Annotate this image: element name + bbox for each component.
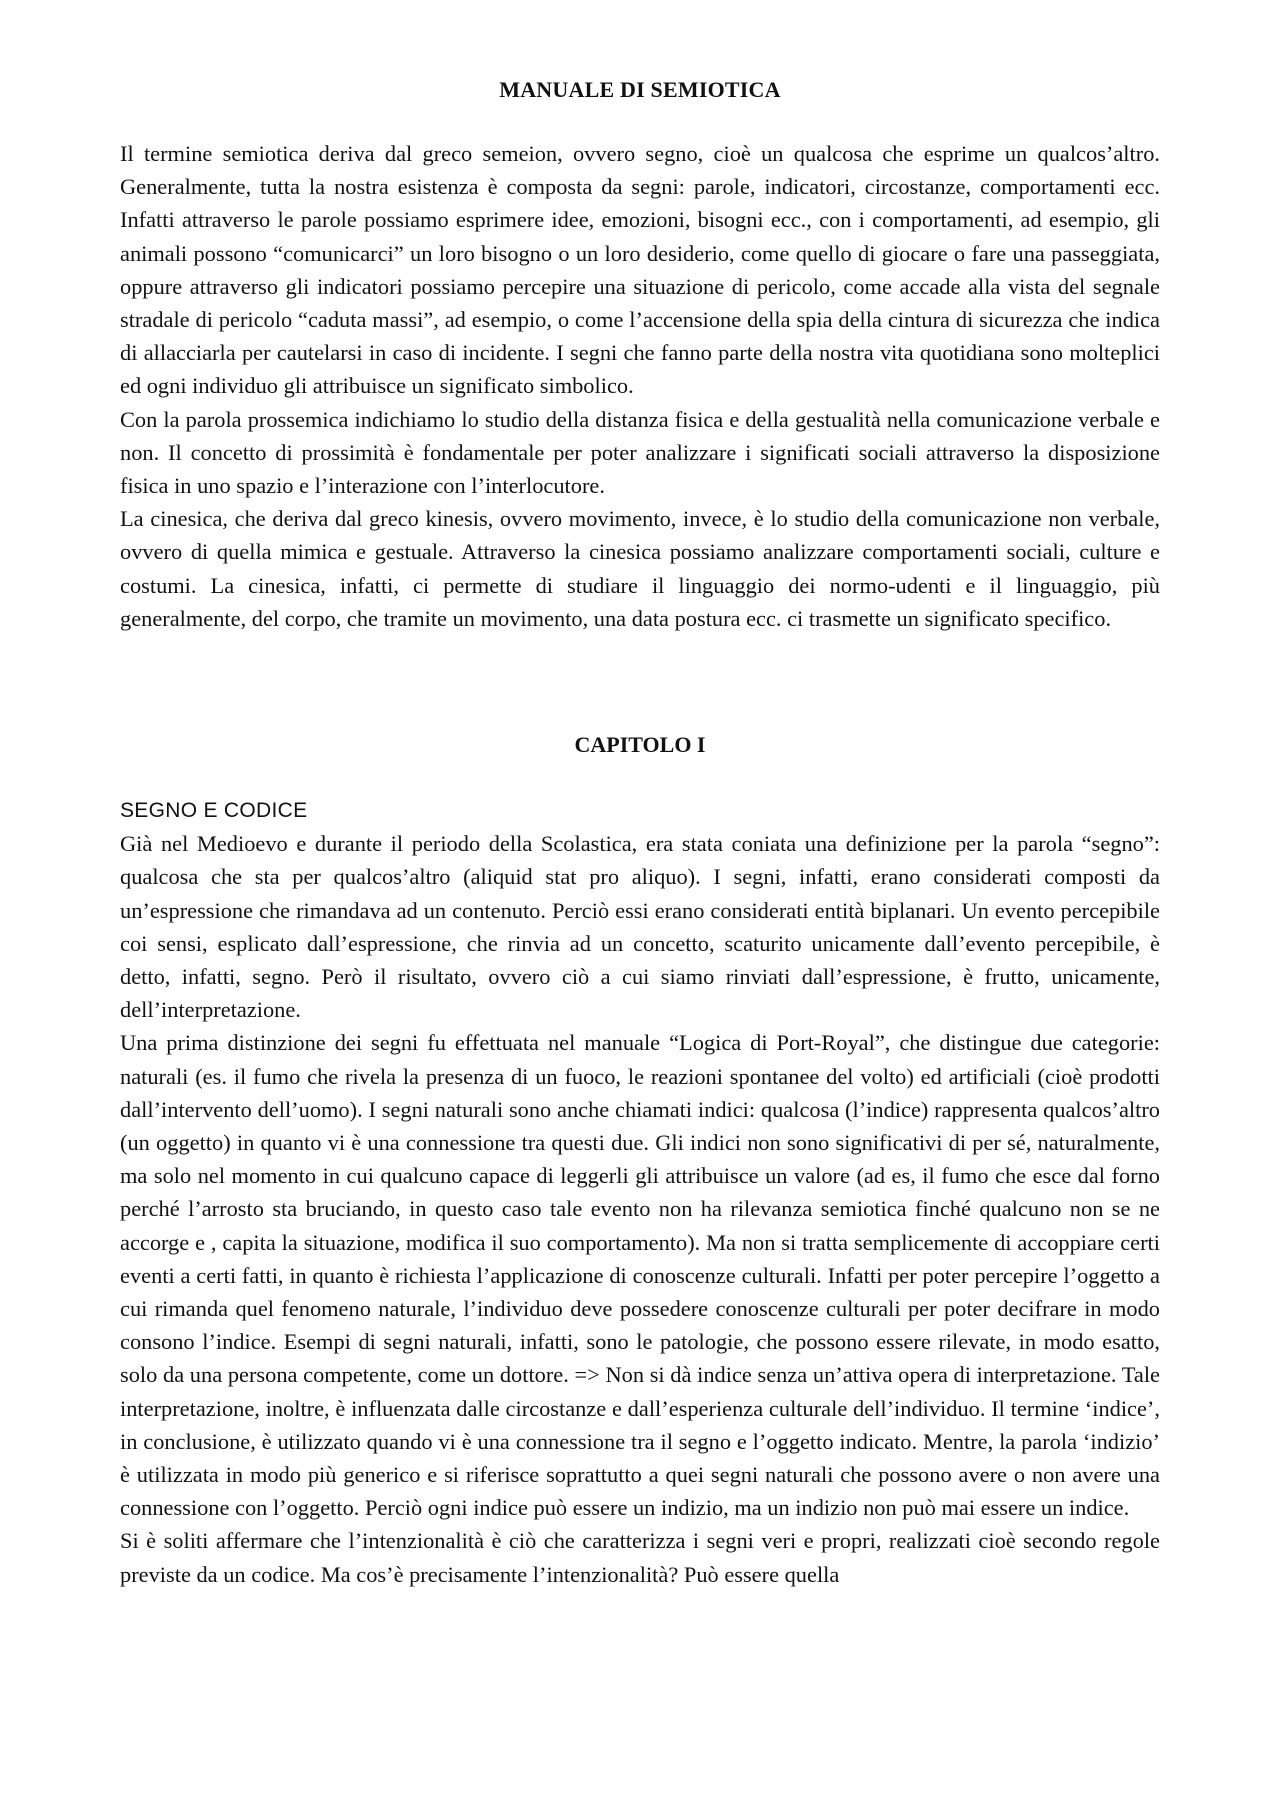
paragraph: Già nel Medioevo e durante il periodo della Scolastica, era stata coniata una definizione per la parola “segno”: qualcosa che sta per qualcos’altro (aliquid stat pro aliquo). I segni, infatti, erano considerati composti da un’espressione che rimandava ad un contenuto. Perciò essi erano considerati entità biplanari. Un evento percepibile coi sensi, esplicato dall’espressione, che rinvia ad un concetto, scaturito unicamente dall’evento percepibile, è detto, infatti, segno. Però il risultato, ovvero ciò a cui siamo rinviati dall’espressione, è frutto, unicamente, dell’interpretazione. [120, 831, 1160, 1023]
paragraph: Con la parola prossemica indichiamo lo studio della distanza fisica e della gestualità nella comunicazione verbale e non. Il concetto di prossimità è fondamentale per poter analizzare i significati sociali attraverso la disposizione fisica in uno spazio e l’interazione con l’interlocutore. [120, 406, 1160, 499]
chapter-text [120, 794, 1160, 1591]
chapter-title: CAPITOLO I [574, 732, 706, 757]
paragraph: Una prima distinzione dei segni fu effettuata nel manuale “Logica di Port-Royal”, che distingue due categorie: naturali (es. il fumo che rivela la presenza di un fuoco, le reazioni spontanee del volto) ed artificiali (cioè prodotti dall’intervento dell’uomo). I segni naturali sono anche chiamati indici: qualcosa (l’indice) rappresenta qualcos’altro (un oggetto) in quanto vi è una connessione tra questi due. Gli indici non sono significativi di per sé, naturalmente, ma solo nel momento in cui qualcuno capace di leggerli gli attribuisce un valore (ad es, il fumo che esce dal forno perché l’arrosto sta bruciando, in questo caso tale evento non ha rilevanza semiotica finché qualcuno non se ne accorge e , capita la situazione, modifica il suo comportamento). Ma non si tratta semplicemente di accoppiare certi eventi a certi fatti, in quanto è richiesta l’applicazione di conoscenze culturali. Infatti per poter percepire l’oggetto a cui rimanda quel fenomeno naturale, l’individuo deve possedere conoscenze culturali per poter decifrare in modo consono l’indice. Esempi di segni naturali, infatti, sono le patologie, che possono essere rilevate, in modo esatto, solo da una persona competente, come un dottore. => Non si dà indice senza un’attiva opera di interpretazione. Tale interpretazione, inoltre, è influenzata dalle circostanze e dall’esperienza culturale dell’individuo. Il termine ‘indice’, in conclusione, è utilizzato quando vi è una connessione tra il segno e l’oggetto indicato. Mentre, la parola ‘indizio’ è utilizzata in modo più generico e si riferisce soprattutto a quei segni naturali che possono avere o non avere una connessione con l’oggetto. Perciò ogni indice può essere un indizio, ma un indizio non può mai essere un indice. [120, 1030, 1160, 1521]
section-heading: SEGNO E CODICE [120, 799, 308, 822]
paragraph: La cinesica, che deriva dal greco kinesis, ovvero movimento, invece, è lo studio della comunicazione non verbale, ovvero di quella mimica e gestuale. Attraverso la cinesica possiamo analizzare comportamenti sociali, culture e costumi. La cinesica, infatti, ci permette di studiare il linguaggio dei normo-udenti e il linguaggio, più generalmente, del corpo, che tramite un movimento, una data postura ecc. ci trasmette un significato specifico. [120, 506, 1160, 631]
intro-text [120, 137, 1160, 635]
paragraph: Si è soliti affermare che l’intenzionalità è ciò che caratterizza i segni veri e propri, realizzati cioè secondo regole previste da un codice. Ma cos’è precisamente l’intenzionalità? Può essere quella [120, 1528, 1160, 1587]
page-title: MANUALE DI SEMIOTICA [499, 77, 781, 102]
paragraph: Il termine semiotica deriva dal greco semeion, ovvero segno, cioè un qualcosa che esprime un qualcos’altro. Generalmente, tutta la nostra esistenza è composta da segni: parole, indicatori, circostanze, comportamenti ecc. Infatti attraverso le parole possiamo esprimere idee, emozioni, bisogni ecc., con i comportamenti, ad esempio, gli animali possono “comunicarci” un loro bisogno o un loro desiderio, come quello di giocare o fare una passeggiata, oppure attraverso gli indicatori possiamo percepire una situazione di pericolo, come accade alla vista del segnale stradale di pericolo “caduta massi”, ad esempio, o come l’accensione della spia della cintura di sicurezza che indica di allacciarla per cautelarsi in caso di incidente. I segni che fanno parte della nostra vita quotidiana sono molteplici ed ogni individuo gli attribuisce un significato simbolico. [120, 141, 1160, 399]
